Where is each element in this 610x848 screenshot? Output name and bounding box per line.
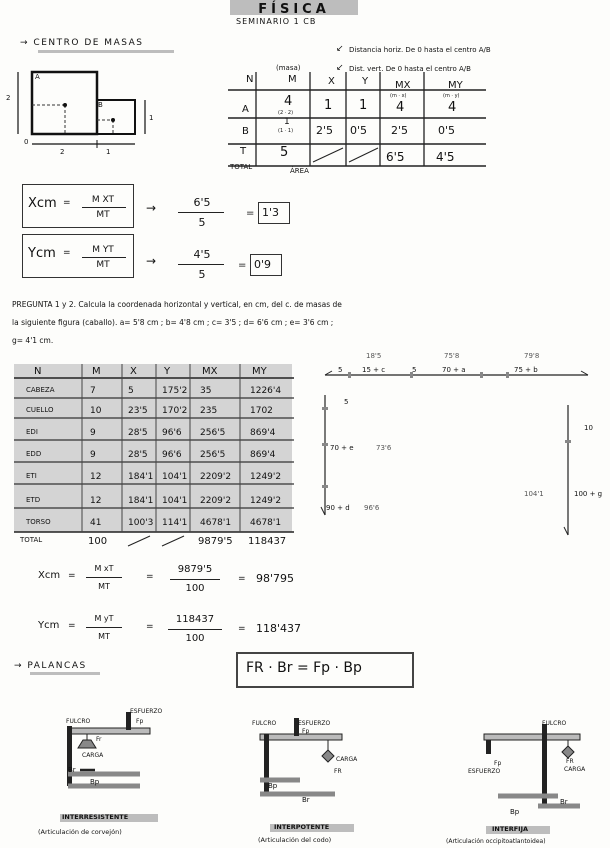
axis-top-value: 79'8 [524, 352, 540, 360]
lever-2-br: Br [302, 796, 310, 804]
axis-right-value: 104'1 [524, 490, 544, 498]
xcm-result-val-num: 9879'5 [177, 564, 213, 575]
horse-cell: 100'3 [128, 518, 154, 528]
ycm-result-num: M yT [94, 614, 114, 623]
horse-row-label: TORSO [26, 518, 51, 526]
lever-1-caption: (Articulación de corvejón) [38, 828, 122, 836]
dim-bottom-1: 1 [106, 148, 111, 156]
col-header-my: MY [448, 80, 463, 91]
frac-line [178, 212, 224, 213]
equals: = [238, 624, 246, 634]
ycm-result-val-num: 118437 [175, 614, 215, 625]
axis-left-value: 70 + e [330, 444, 354, 452]
horse-col-header: Y [164, 366, 171, 377]
xcm-num: M XT [91, 195, 115, 205]
horse-total-cell: 100 [88, 536, 108, 547]
xcm-val-den: 5 [198, 216, 206, 229]
equals: = [238, 574, 246, 584]
ycm-num: M YT [92, 245, 114, 255]
lever-1-fp: Fp [136, 718, 144, 725]
horse-total-cell: 118437 [248, 536, 287, 547]
page-title: FÍSICA [258, 2, 330, 17]
horse-cell: 28'5 [128, 428, 148, 438]
horse-cell: 7 [90, 386, 96, 396]
label-a: A [35, 73, 40, 81]
equals: = [68, 571, 76, 581]
horse-row-label: ETI [26, 472, 37, 480]
formula: FR · Br = Fp · Bp [246, 660, 362, 676]
row-a-my: 4 [448, 100, 457, 115]
arrow-right-icon: → [146, 201, 157, 215]
lever-1-fr: Fr [96, 736, 102, 743]
equals: = [146, 622, 154, 632]
row-b-m-note: (1 · 1) [278, 128, 294, 134]
legend-pointer-2: ↙ [336, 63, 344, 73]
col-header-y: Y [362, 76, 369, 87]
arrow-right-icon: → [14, 661, 24, 671]
equals: = [63, 198, 71, 208]
horse-cell: 4678'1 [250, 518, 282, 528]
horse-col-header: N [34, 366, 42, 377]
row-t-mx: 6'5 [386, 150, 405, 164]
ycm-label: Ycm [28, 246, 56, 261]
xcm-result-den: MT [98, 582, 110, 591]
center-b [111, 118, 115, 122]
legend-horiz: Distancia horiz. De 0 hasta el centro A/B [349, 46, 491, 54]
axis-top-seg: 5 [338, 366, 343, 374]
ycm-result-label: Ycm [38, 620, 60, 631]
section-heading-centro-masas: → CENTRO DE MASAS [20, 38, 144, 48]
row-b-my: 0'5 [438, 124, 456, 137]
horse-cell: 104'1 [162, 472, 188, 482]
row-b-mx: 2'5 [391, 124, 409, 137]
axis-left-value: 96'6 [364, 504, 380, 512]
col-header-x: X [328, 76, 335, 87]
total-label: TOTAL [230, 163, 253, 171]
lever-3-fr: FR [566, 758, 574, 765]
arrow-right-icon: → [20, 38, 30, 48]
horse-cell: 184'1 [128, 472, 154, 482]
horse-cell: 9 [90, 450, 96, 460]
ycm-result-final: 118'437 [256, 622, 302, 635]
dim-bottom-2: 2 [60, 148, 65, 156]
dim-right: 1 [149, 114, 154, 122]
horse-cell: 175'2 [162, 386, 188, 396]
horse-cell: 1702 [250, 406, 273, 416]
center-a [63, 103, 67, 107]
horse-cell: 235 [200, 406, 218, 416]
lever-3-br: Br [560, 798, 568, 806]
horse-row-label: CABEZA [26, 386, 55, 394]
note-my: (m · y) [443, 93, 460, 99]
ycm-den: MT [96, 260, 110, 270]
xcm-result-final: 98'795 [256, 572, 295, 585]
xcm-result: 1'3 [262, 206, 280, 219]
horse-cell: 35 [200, 386, 212, 396]
horse-cell: 184'1 [128, 496, 154, 506]
horse-row-label: CUELLO [26, 406, 54, 414]
lever-1-esfuerzo: ESFUERZO [130, 708, 163, 715]
horse-row-label: EDD [26, 450, 42, 458]
lever-3-caption: (Articulación occipitoatlantoidea) [446, 838, 546, 845]
horse-cell: 2209'2 [200, 472, 232, 482]
horse-cell: 96'6 [162, 450, 182, 460]
ycm-val-den: 5 [198, 268, 206, 281]
horse-cell: 256'5 [200, 450, 226, 460]
xcm-den: MT [96, 210, 110, 220]
row-b-y: 0'5 [350, 124, 368, 137]
horse-cell: 104'1 [162, 496, 188, 506]
lever-1-carga: CARGA [82, 752, 104, 759]
row-t-n: T [240, 146, 247, 157]
horse-cell: 1249'2 [250, 496, 282, 506]
lever-2-esfuerzo: ESFUERZO [298, 720, 331, 727]
question-line-2: la siguiente figura (caballo). a= 5'8 cm ; b= 4'8 cm ; c= 3'5 ; d= 6'6 cm ; e= 3'6 cm ; [12, 318, 334, 327]
row-a-x: 1 [324, 98, 333, 113]
axis-left-value: 73'6 [376, 444, 392, 452]
horse-col-header: MX [202, 366, 218, 377]
legend-vert: Dist. vert. De 0 hasta el centro A/B [349, 65, 471, 73]
lever-2-fr: FR [334, 768, 342, 775]
axis-top-value: 18'5 [366, 352, 382, 360]
lever-3-fulcro: FULCRO [542, 720, 567, 727]
col-header-n: N [246, 74, 254, 85]
lever-3-name: INTERFIJA [492, 825, 529, 833]
xcm-result-num: M xT [94, 564, 114, 573]
equals: = [146, 572, 154, 582]
area-note: ÁREA [290, 167, 309, 175]
row-a-m: 4 [284, 94, 293, 109]
horse-col-header: X [130, 366, 137, 377]
axis-right-value: 10 [584, 424, 593, 432]
horse-row-label: ETD [26, 496, 41, 504]
axis-left-value: 5 [344, 398, 349, 406]
frac-line [82, 257, 126, 258]
axis-top-seg: 15 + c [362, 366, 386, 374]
axis-left-value: 90 + d [326, 504, 350, 512]
horse-cell: 23'5 [128, 406, 148, 416]
axis-top-seg: 75 + b [514, 366, 538, 374]
xcm-result-val-den: 100 [185, 583, 205, 594]
frac-line [82, 207, 126, 208]
lever-3-carga: CARGA [564, 766, 586, 773]
lever-2-bp: Bp [268, 782, 278, 790]
horse-cell: 12 [90, 472, 102, 482]
lever-2-name: INTERPOTENTE [274, 823, 330, 831]
xcm-val-num: 6'5 [193, 196, 211, 209]
row-a-y: 1 [359, 98, 368, 113]
page-subtitle: SEMINARIO 1 CB [236, 17, 317, 26]
equals: = [246, 208, 255, 219]
ycm-result-den: MT [98, 632, 110, 641]
legend-pointer-1: ↙ [336, 44, 344, 54]
horse-cell: 41 [90, 518, 102, 528]
horse-total-label: TOTAL [20, 536, 43, 544]
axis-top-value: 75'8 [444, 352, 460, 360]
axis-top-seg: 70 + a [442, 366, 466, 374]
horse-cell: 256'5 [200, 428, 226, 438]
lever-1-name: INTERRESISTENTE [62, 813, 129, 821]
arrow-right-icon: → [146, 254, 157, 268]
horse-table [14, 364, 304, 554]
lever-2-fp: Fp [302, 728, 310, 735]
row-t-m: 5 [280, 145, 289, 160]
frac-line [178, 264, 224, 265]
lever-2-fulcro: FULCRO [252, 720, 277, 727]
horse-cell: 114'1 [162, 518, 188, 528]
horse-col-header: M [92, 366, 101, 377]
lever-1-br: Br [68, 766, 76, 774]
horse-cell: 96'6 [162, 428, 182, 438]
dim-left: 2 [6, 94, 11, 102]
equals: = [68, 621, 76, 631]
row-b-n: B [242, 126, 249, 137]
lever-2-carga: CARGA [336, 756, 358, 763]
horse-cell: 5 [128, 386, 134, 396]
lever-1-bp: Bp [90, 778, 100, 786]
row-b-x: 2'5 [316, 124, 334, 137]
lever-1-fulcro: FULCRO [66, 718, 91, 725]
horse-row-label: EDI [26, 428, 38, 436]
label-b: B [98, 101, 103, 109]
horse-cell: 869'4 [250, 428, 276, 438]
equals: = [238, 260, 247, 271]
row-b-m: 1 [284, 117, 290, 127]
horse-cell: 9 [90, 428, 96, 438]
row-a-m-note: (2 · 2) [278, 110, 294, 116]
frac-line [168, 629, 222, 630]
question-line-3: g= 4'1 cm. [12, 336, 54, 345]
horse-cell: 2209'2 [200, 496, 232, 506]
horse-col-header: MY [252, 366, 267, 377]
block-a [32, 72, 97, 134]
lever-2-caption: (Articulación del codo) [258, 836, 332, 844]
lever-3-fp: Fp [494, 760, 502, 767]
ycm-result: 0'9 [254, 258, 272, 271]
col-header-m: M [288, 74, 297, 85]
axis-top-seg: 5 [412, 366, 417, 374]
frac-line [86, 627, 122, 628]
section-heading-palancas: → PALANCAS [14, 661, 87, 671]
lever-3-bp: Bp [510, 808, 520, 816]
ycm-result-val-den: 100 [185, 633, 205, 644]
row-t-my: 4'5 [436, 150, 455, 164]
horse-total-cell: 9879'5 [198, 536, 233, 547]
horse-cell: 4678'1 [200, 518, 232, 528]
horse-cell: 28'5 [128, 450, 148, 460]
horse-axes [310, 345, 610, 545]
horse-cell: 12 [90, 496, 102, 506]
axis-right-value: 100 + g [574, 490, 603, 498]
xcm-label: Xcm [28, 196, 57, 211]
horse-cell: 170'2 [162, 406, 188, 416]
horse-cell: 1249'2 [250, 472, 282, 482]
xcm-result-label: Xcm [38, 570, 61, 581]
horse-cell: 1226'4 [250, 386, 282, 396]
heading-underline [30, 672, 100, 675]
equals: = [63, 248, 71, 258]
row-a-mx: 4 [396, 100, 405, 115]
lever-3-esfuerzo: ESFUERZO [468, 768, 501, 775]
heading-underline [38, 50, 174, 53]
lever-1-diagram [50, 700, 190, 800]
note-mx: (m · x) [390, 93, 407, 99]
horse-cell: 10 [90, 406, 102, 416]
origin-label: 0 [24, 138, 29, 146]
note-masa: (masa) [276, 64, 301, 72]
ycm-val-num: 4'5 [193, 248, 211, 261]
question-line-1: PREGUNTA 1 y 2. Calcula la coordenada horizontal y vertical, en cm, del c. de masas de [12, 300, 342, 309]
col-header-mx: MX [395, 80, 411, 91]
row-a-n: A [242, 104, 249, 115]
frac-line [170, 579, 220, 580]
horse-cell: 869'4 [250, 450, 276, 460]
frac-line [86, 577, 122, 578]
